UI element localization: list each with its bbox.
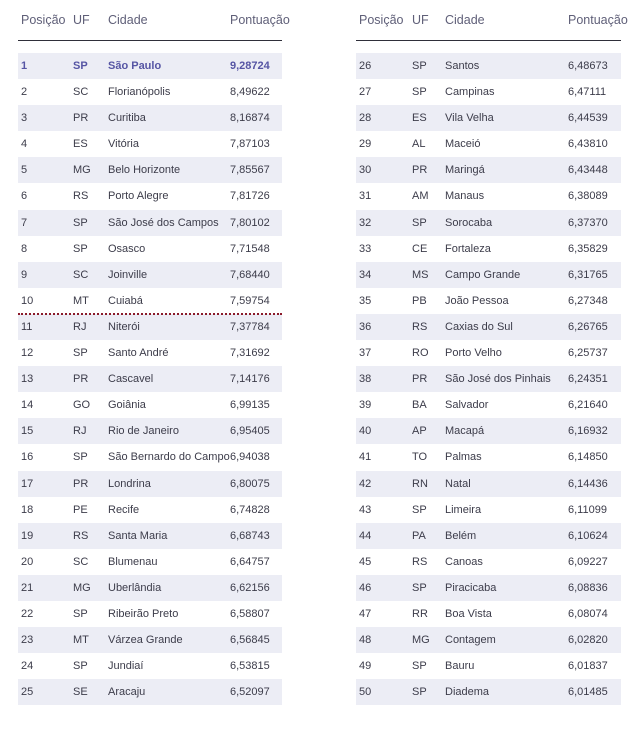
cell-uf: SP: [412, 503, 427, 516]
cell-city: Florianópolis: [108, 86, 171, 99]
table-row: [18, 575, 282, 601]
table-row: [18, 79, 282, 105]
cell-score: 8,49622: [230, 86, 270, 99]
cell-city: São José dos Pinhais: [445, 373, 551, 386]
table-row: [18, 471, 282, 497]
cell-uf: AL: [412, 138, 426, 151]
cell-position: 26: [359, 60, 372, 72]
cell-score: 6,56845: [230, 634, 270, 647]
cell-city: Vitória: [108, 138, 139, 151]
cell-uf: PA: [412, 529, 426, 542]
cell-uf: SP: [73, 347, 88, 360]
cell-score: 6,52097: [230, 686, 270, 699]
cell-uf: RJ: [73, 320, 87, 333]
cell-position: 29: [359, 138, 372, 151]
table-header: [356, 0, 628, 41]
ranking-table-left: [18, 0, 290, 705]
cell-position: 44: [359, 529, 372, 542]
cell-uf: RN: [412, 477, 428, 490]
cell-score: 6,80075: [230, 477, 270, 490]
cell-city: Santo André: [108, 347, 169, 360]
cell-score: 7,31692: [230, 347, 270, 360]
cell-uf: SC: [73, 268, 89, 281]
cell-position: 9: [21, 268, 28, 281]
cell-uf: PR: [412, 164, 428, 177]
cell-position: 19: [21, 529, 34, 542]
table-row: [18, 105, 282, 131]
ranking-table-right: [356, 0, 628, 705]
cell-position: 32: [359, 216, 372, 229]
cell-position: 33: [359, 242, 372, 255]
cell-city: São Bernardo do Campo: [108, 451, 230, 464]
table-row: [356, 236, 621, 262]
cell-city: Porto Velho: [445, 347, 502, 360]
cell-uf: RS: [73, 529, 89, 542]
cell-uf: MT: [73, 634, 89, 647]
cell-city: Londrina: [108, 477, 151, 490]
cell-city: Limeira: [445, 503, 482, 516]
cell-uf: SP: [73, 607, 88, 620]
cell-score: 6,94038: [230, 451, 270, 464]
cell-score: 7,87103: [230, 138, 270, 151]
header-city: Cidade: [108, 13, 148, 27]
cell-uf: SP: [73, 451, 88, 464]
cell-position: 22: [21, 607, 34, 620]
cell-score: 6,58807: [230, 607, 270, 620]
table-row: [356, 392, 621, 418]
cell-uf: PR: [73, 477, 89, 490]
cell-uf: PB: [412, 294, 427, 307]
cell-score: 6,53815: [230, 660, 270, 673]
table-row: [18, 210, 282, 236]
cell-uf: PR: [73, 373, 89, 386]
cell-city: Manaus: [445, 190, 485, 203]
cell-city: Cascavel: [108, 373, 154, 386]
table-row: [356, 183, 621, 209]
cell-city: Belém: [445, 529, 477, 542]
cell-city: Vila Velha: [445, 112, 494, 125]
cell-score: 6,24351: [568, 373, 608, 386]
table-row: [18, 366, 282, 392]
table-row: [18, 392, 282, 418]
cell-city: Rio de Janeiro: [108, 425, 179, 438]
table-row: [356, 366, 621, 392]
cell-score: 6,01485: [568, 686, 608, 699]
cell-score: 6,01837: [568, 660, 608, 673]
cell-city: Jundiaí: [108, 660, 144, 673]
table-row: [356, 131, 621, 157]
cell-score: 7,80102: [230, 216, 270, 229]
cell-uf: PR: [412, 373, 428, 386]
cell-score: 6,08836: [568, 581, 608, 594]
table-row: [18, 679, 282, 705]
table-row: [356, 471, 621, 497]
cell-position: 3: [21, 112, 28, 125]
header-score: Pontuação: [230, 13, 290, 27]
cell-uf: SP: [73, 216, 88, 229]
cell-uf: RO: [412, 347, 429, 360]
cell-city: Diadema: [445, 686, 490, 699]
cell-uf: RS: [412, 555, 428, 568]
cell-score: 7,68440: [230, 268, 270, 281]
cell-uf: SP: [73, 60, 88, 72]
cell-city: Maringá: [445, 164, 485, 177]
cell-position: 27: [359, 86, 372, 99]
cell-score: 6,10624: [568, 529, 608, 542]
cell-city: Canoas: [445, 555, 483, 568]
cell-uf: RR: [412, 607, 428, 620]
cell-score: 6,11099: [568, 503, 607, 516]
cell-uf: PR: [73, 112, 89, 125]
cell-city: Boa Vista: [445, 607, 492, 620]
cell-score: 6,35829: [568, 242, 608, 255]
header-position: Posição: [21, 13, 66, 27]
cell-city: Blumenau: [108, 555, 158, 568]
cell-uf: PE: [73, 503, 88, 516]
cell-city: Ribeirão Preto: [108, 607, 179, 620]
cell-position: 10: [21, 294, 34, 307]
table-row: [356, 314, 621, 340]
cell-city: Palmas: [445, 451, 482, 464]
table-row: [18, 627, 282, 653]
cell-position: 1: [21, 60, 28, 72]
header-uf: UF: [73, 13, 90, 27]
table-row: [18, 314, 282, 340]
cell-position: 8: [21, 242, 28, 255]
cell-position: 4: [21, 138, 28, 151]
table-body-left: [18, 53, 282, 705]
cell-city: Aracaju: [108, 686, 146, 699]
cell-position: 15: [21, 425, 34, 438]
table-row: [18, 523, 282, 549]
table-row: [18, 262, 282, 288]
cell-score: 6,14850: [568, 451, 608, 464]
cell-position: 36: [359, 320, 372, 333]
cell-score: 6,99135: [230, 399, 270, 412]
cell-city: Niterói: [108, 320, 140, 333]
cell-position: 23: [21, 634, 34, 647]
table-row: [18, 653, 282, 679]
cell-score: 6,37370: [568, 216, 608, 229]
table-header: [18, 0, 290, 41]
cell-uf: CE: [412, 242, 428, 255]
cell-city: Campinas: [445, 86, 495, 99]
cell-uf: MS: [412, 268, 429, 281]
cell-uf: RS: [412, 320, 428, 333]
cell-position: 37: [359, 347, 372, 360]
cell-score: 6,48673: [568, 60, 608, 72]
cell-city: Piracicaba: [445, 581, 497, 594]
cell-score: 7,71548: [230, 242, 270, 255]
cell-city: Uberlândia: [108, 581, 162, 594]
cell-uf: SP: [73, 660, 88, 673]
cell-position: 18: [21, 503, 34, 516]
table-row: [18, 444, 282, 470]
header-uf: UF: [412, 13, 429, 27]
cell-city: Santa Maria: [108, 529, 168, 542]
cell-score: 6,47111: [568, 86, 607, 99]
cell-city: Santos: [445, 60, 480, 72]
cell-score: 6,38089: [568, 190, 608, 203]
cell-uf: AP: [412, 425, 427, 438]
table-row: [356, 105, 621, 131]
cell-score: 6,08074: [568, 607, 608, 620]
cell-position: 7: [21, 216, 28, 229]
header-score: Pontuação: [568, 13, 628, 27]
table-row: [356, 627, 621, 653]
cell-uf: MT: [73, 294, 89, 307]
cell-position: 17: [21, 477, 34, 490]
cell-uf: SP: [412, 60, 427, 72]
cell-city: Várzea Grande: [108, 634, 183, 647]
cell-city: Macapá: [445, 425, 485, 438]
cell-city: São José dos Campos: [108, 216, 219, 229]
table-row: [356, 523, 621, 549]
cell-position: 20: [21, 555, 34, 568]
table-row: [356, 418, 621, 444]
cell-score: 6,09227: [568, 555, 608, 568]
table-row: [18, 131, 282, 157]
cell-uf: ES: [73, 138, 88, 151]
cell-position: 39: [359, 399, 372, 412]
cell-city: Fortaleza: [445, 242, 491, 255]
cell-score: 6,02820: [568, 634, 608, 647]
cell-city: Goiânia: [108, 399, 146, 412]
table-row: [356, 549, 621, 575]
cell-score: 6,16932: [568, 425, 608, 438]
table-row: [18, 183, 282, 209]
header-position: Posição: [359, 13, 404, 27]
cell-score: 6,21640: [568, 399, 608, 412]
cell-city: Curitiba: [108, 112, 146, 125]
table-row: [18, 497, 282, 523]
cell-score: 7,85567: [230, 164, 270, 177]
cell-position: 38: [359, 373, 372, 386]
cell-score: 6,27348: [568, 294, 608, 307]
cell-score: 7,14176: [230, 373, 270, 386]
cell-position: 43: [359, 503, 372, 516]
cell-position: 6: [21, 190, 28, 203]
cell-uf: SP: [412, 581, 427, 594]
table-row: [356, 340, 621, 366]
cell-city: Porto Alegre: [108, 190, 169, 203]
table-row: [18, 157, 282, 183]
cell-uf: SP: [73, 242, 88, 255]
table-row: [18, 549, 282, 575]
cell-position: 24: [21, 660, 34, 673]
table-row: [18, 236, 282, 262]
cell-uf: SP: [412, 86, 427, 99]
top-10-cutoff-line: [18, 313, 282, 315]
cell-city: Joinville: [108, 268, 148, 281]
cell-city: Belo Horizonte: [108, 164, 181, 177]
cell-position: 40: [359, 425, 372, 438]
cell-score: 7,81726: [230, 190, 270, 203]
cell-city: Caxias do Sul: [445, 320, 513, 333]
cell-score: 7,59754: [230, 294, 270, 307]
cell-position: 13: [21, 373, 34, 386]
cell-uf: MG: [73, 164, 91, 177]
cell-position: 50: [359, 686, 372, 699]
cell-position: 11: [21, 320, 33, 333]
cell-city: Campo Grande: [445, 268, 521, 281]
cell-position: 45: [359, 555, 372, 568]
cell-city: Cuiabá: [108, 294, 143, 307]
cell-city: Recife: [108, 503, 140, 516]
table-row: [356, 157, 621, 183]
cell-city: João Pessoa: [445, 294, 509, 307]
cell-city: Maceió: [445, 138, 481, 151]
table-body-right: [356, 53, 621, 705]
cell-position: 31: [359, 190, 372, 203]
cell-uf: SP: [412, 686, 427, 699]
cell-city: Sorocaba: [445, 216, 493, 229]
cell-score: 6,68743: [230, 529, 270, 542]
cell-score: 6,62156: [230, 581, 270, 594]
cell-uf: MG: [412, 634, 430, 647]
cell-score: 6,26765: [568, 320, 608, 333]
cell-score: 6,43810: [568, 138, 608, 151]
cell-position: 5: [21, 164, 28, 177]
cell-city: Bauru: [445, 660, 475, 673]
table-row: [356, 79, 621, 105]
cell-uf: BA: [412, 399, 427, 412]
cell-uf: SP: [412, 216, 427, 229]
header-city: Cidade: [445, 13, 485, 27]
cell-uf: SC: [73, 86, 89, 99]
cell-position: 34: [359, 268, 372, 281]
cell-uf: RJ: [73, 425, 87, 438]
cell-city: Contagem: [445, 634, 496, 647]
table-row: [18, 340, 282, 366]
cell-uf: ES: [412, 112, 427, 125]
cell-position: 16: [21, 451, 34, 464]
table-row: [356, 262, 621, 288]
cell-city: São Paulo: [108, 60, 162, 72]
cell-city: Osasco: [108, 242, 146, 255]
cell-score: 6,95405: [230, 425, 270, 438]
table-row: [18, 418, 282, 444]
cell-score: 6,44539: [568, 112, 608, 125]
cell-uf: SP: [412, 660, 427, 673]
table-row: [18, 53, 282, 79]
table-row: [356, 679, 621, 705]
cell-score: 8,16874: [230, 112, 270, 125]
cell-score: 6,31765: [568, 268, 608, 281]
table-row: [356, 497, 621, 523]
cell-position: 21: [21, 581, 34, 594]
cell-uf: GO: [73, 399, 91, 412]
cell-uf: MG: [73, 581, 91, 594]
cell-position: 25: [21, 686, 34, 699]
cell-position: 41: [359, 451, 372, 464]
cell-uf: SE: [73, 686, 88, 699]
cell-position: 2: [21, 86, 28, 99]
cell-uf: AM: [412, 190, 429, 203]
cell-score: 6,43448: [568, 164, 608, 177]
table-row: [18, 601, 282, 627]
cell-city: Natal: [445, 477, 471, 490]
table-row: [356, 210, 621, 236]
table-row: [18, 288, 282, 314]
cell-score: 6,14436: [568, 477, 608, 490]
cell-position: 46: [359, 581, 372, 594]
cell-position: 48: [359, 634, 372, 647]
cell-score: 6,25737: [568, 347, 608, 360]
table-row: [356, 575, 621, 601]
cell-position: 28: [359, 112, 372, 125]
cell-score: 6,74828: [230, 503, 270, 516]
cell-position: 42: [359, 477, 372, 490]
cell-city: Salvador: [445, 399, 489, 412]
cell-score: 9,28724: [230, 60, 270, 72]
cell-position: 35: [359, 294, 372, 307]
table-row: [356, 444, 621, 470]
cell-position: 47: [359, 607, 372, 620]
cell-score: 6,64757: [230, 555, 270, 568]
cell-position: 12: [21, 347, 34, 360]
cell-uf: RS: [73, 190, 89, 203]
cell-position: 14: [21, 399, 34, 412]
table-row: [356, 653, 621, 679]
table-row: [356, 288, 621, 314]
cell-position: 49: [359, 660, 372, 673]
cell-score: 7,37784: [230, 320, 270, 333]
cell-uf: TO: [412, 451, 428, 464]
cell-uf: SC: [73, 555, 89, 568]
table-row: [356, 53, 621, 79]
cell-position: 30: [359, 164, 372, 177]
table-row: [356, 601, 621, 627]
